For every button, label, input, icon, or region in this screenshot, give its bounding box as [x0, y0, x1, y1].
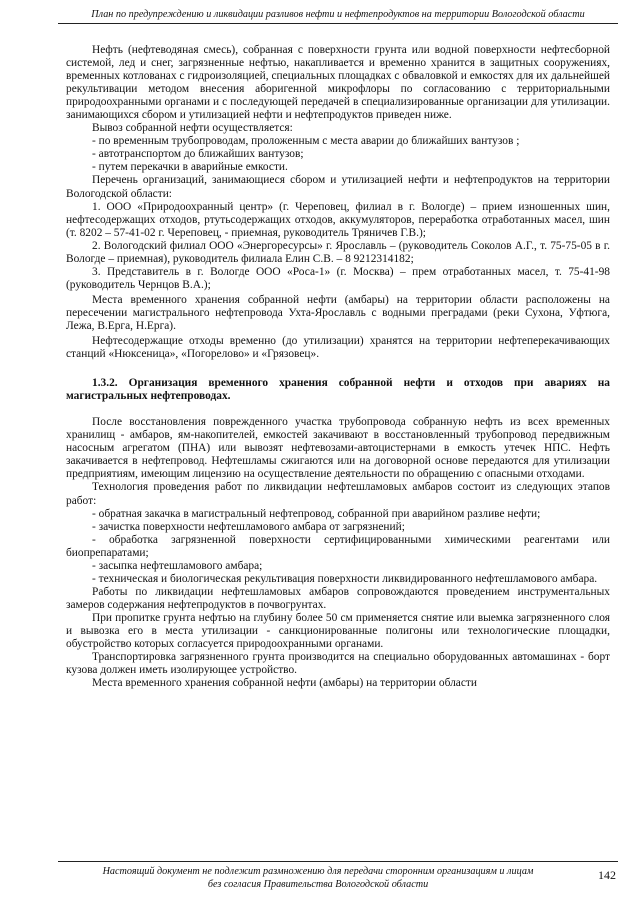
paragraph: Технология проведения работ по ликвидации нефтешламовых амбаров состоит из следующих этапов работ:: [66, 481, 610, 507]
paragraph: Места временного хранения собранной нефти (амбары) на территории области расположены на пересечении магистрального нефтепровода Ухта-Ярославль с водными преградами (реки Сухона, Уфтюга, Лежа, В.Ерга, Н.Ерга).: [66, 293, 610, 332]
footer-note-line: без согласия Правительства Вологодской области: [207, 879, 429, 890]
document-body: [66, 44, 610, 690]
paragraph: При пропитке грунта нефтью на глубину более 50 см применяется снятие или выемка загрязненного слоя и вывозка его в места утилизации - санкционированные полигоны или технологические площадки, обустройство которых согласуется природоохранными органами.: [66, 611, 610, 651]
list-item: - зачистка поверхности нефтешламового амбара от загрязнений;: [92, 520, 405, 533]
paragraph: Перечень организаций, занимающиеся сбором и утилизацией нефти и нефтепродуктов на территории Вологодской области:: [66, 174, 610, 200]
paragraph: Нефтесодержащие отходы временно (до утилизации) хранятся на территории нефтеперекачивающих станций «Нюксеница», «Погорелово» и «Грязовец».: [66, 335, 610, 361]
page-footer: [58, 861, 618, 891]
paragraph: Вывоз собранной нефти осуществляется:: [92, 122, 293, 135]
paragraph: Работы по ликвидации нефтешламовых амбаров сопровождаются проведением инструментальных замеров содержания нефтепродуктов в почвогрунтах.: [66, 585, 610, 611]
list-item: 1. ООО «Природоохранный центр» (г. Череповец, филиал в г. Вологде) – прием изношенных шин, нефтесодержащих отходов, ртутьсодержащих отходов, аккумуляторов, переработка отработанных масел, шин (т. 8202 – 57-41-02 г. Череповец, - приемная, руководитель Тряничев Г.В.);: [66, 200, 610, 239]
paragraph: После восстановления поврежденного участка трубопровода собранную нефть из всех временных хранилищ - амбаров, ям-накопителей, емкостей закачивают в восстановленный трубопровод передвижным насосным агрегатом (ПНА) или вывозят нефтевозами-автоцистернами в емкость утечек НПС. Нефть закачивается в нефтепровод. Нефтешламы сжигаются или на договорной основе передаются для утилизации предприятиям, имеющим лицензию на осуществление деятельности по обращению с опасными отходами.: [66, 416, 610, 481]
list-item: - техническая и биологическая рекультивация поверхности ликвидированного нефтешламового амбара.: [92, 572, 598, 585]
section-heading: 1.3.2. Организация временного хранения собранной нефти и отходов при авариях на магистральных нефтепроводах.: [66, 377, 610, 403]
list-item: - засыпка нефтешламового амбара;: [92, 559, 263, 572]
list-item: - автотранспортом до ближайших вантузов;: [92, 148, 304, 161]
list-item: 3. Представитель в г. Вологде ООО «Роса-1» (г. Москва) – прем отработанных масел, т. 75-41-98 (руководитель Чернцов В.А.);: [66, 265, 610, 291]
list-item: 2. Вологодский филиал ООО «Энергоресурсы» г. Ярославль – (руководитель Соколов А.Г., т. 75-75-05 в г. Вологде – приемная), руководитель филиала Елин С.В. – 8 9212314182;: [66, 239, 610, 265]
paragraph: Транспортировка загрязненного грунта производится на специально оборудованных автомашинах - борт кузова должен иметь изолирующее устройство.: [66, 651, 610, 677]
list-item: - по временным трубопроводам, проложенным с места аварии до ближайших вантузов ;: [92, 135, 520, 148]
paragraph: Места временного хранения собранной нефти (амбары) на территории области: [92, 677, 477, 690]
page-number: 142: [598, 868, 616, 882]
running-header: План по предупреждению и ликвидации разливов нефти и нефтепродуктов на территории Вологодской области: [58, 9, 618, 24]
list-item: - обратная закачка в магистральный нефтепровод, собранной при аварийном разливе нефти;: [92, 507, 541, 520]
footer-note-line: Настоящий документ не подлежит размножению для передачи сторонним организациям и лицам: [102, 866, 534, 877]
footer-note: [58, 865, 618, 891]
list-item: - путем перекачки в аварийные емкости.: [92, 161, 288, 174]
paragraph: Нефть (нефтеводяная смесь), собранная с поверхности грунта или водной поверхности нефтесборной системой, лед и снег, загрязненные нефтью, накапливается и временно хранится в защитных сооружениях, временных котлованах с гидроизоляцией, специальных площадках с обваловкой и емкостях для их дальнейшей рекультивации методом внесения аборигенной микрофлоры по согласованию с территориальными природоохранными органами и с последующей передачей в специализированные организации для утилизации. занимающихся сбором и утилизацией нефти и нефтепродуктов приведен ниже.: [66, 44, 610, 122]
list-item: - обработка загрязненной поверхности сертифицированными химическими реагентами или биопрепаратами;: [66, 533, 610, 559]
